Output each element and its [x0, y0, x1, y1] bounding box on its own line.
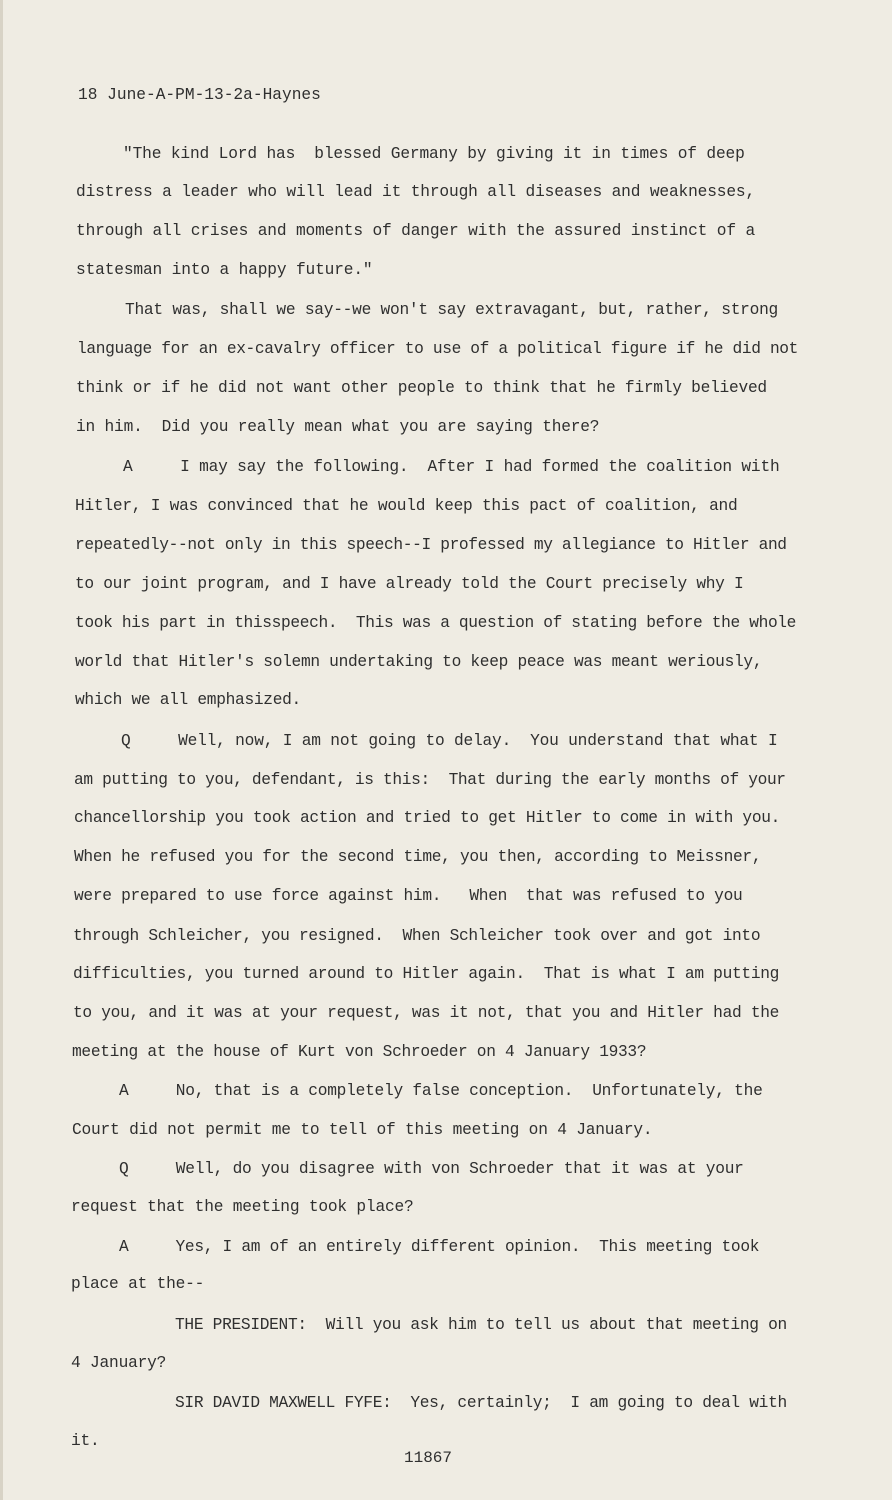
question-line: Q Well, now, I am not going to delay. You understand that what I	[121, 732, 778, 750]
speaker-line: SIR DAVID MAXWELL FYFE: Yes, certainly; I am going to deal with	[175, 1394, 787, 1412]
page-number: 11867	[404, 1449, 453, 1467]
text-line: repeatedly--not only in this speech--I professed my allegiance to Hitler and	[75, 536, 787, 554]
text-line: place at the--	[71, 1275, 205, 1293]
text-line: in him. Did you really mean what you are saying there?	[76, 418, 600, 436]
page-header: 18 June-A-PM-13-2a-Haynes	[78, 86, 321, 104]
text-line: That was, shall we say--we won't say extravagant, but, rather, strong	[125, 301, 779, 319]
text-line: Hitler, I was convinced that he would keep this pact of coalition, and	[75, 497, 738, 515]
text-line: were prepared to use force against him. When that was refused to you	[74, 887, 743, 905]
answer-line: A Yes, I am of an entirely different opinion. This meeting took	[119, 1238, 760, 1256]
text-line: am putting to you, defendant, is this: That during the early months of your	[74, 771, 786, 789]
text-line: 4 January?	[71, 1354, 167, 1372]
text-line: to you, and it was at your request, was it not, that you and Hitler had the	[73, 1004, 780, 1022]
text-line: took his part in thisspeech. This was a question of stating before the whole	[75, 614, 797, 632]
question-line: Q Well, do you disagree with von Schroeder that it was at your	[119, 1160, 744, 1178]
text-line: world that Hitler's solemn undertaking to keep peace was meant weriously,	[75, 653, 763, 671]
text-line: meeting at the house of Kurt von Schroeder on 4 January 1933?	[72, 1043, 647, 1061]
answer-line: A No, that is a completely false conception. Unfortunately, the	[119, 1082, 763, 1100]
text-line: When he refused you for the second time, you then, according to Meissner,	[74, 848, 762, 866]
text-line: request that the meeting took place?	[71, 1198, 414, 1216]
text-line: chancellorship you took action and tried to get Hitler to come in with you.	[74, 809, 781, 827]
text-line: statesman into a happy future."	[76, 261, 373, 279]
text-line: Court did not permit me to tell of this meeting on 4 January.	[72, 1121, 653, 1139]
speaker-line: THE PRESIDENT: Will you ask him to tell us about that meeting on	[175, 1316, 787, 1334]
text-line: to our joint program, and I have already told the Court precisely why I	[75, 575, 744, 593]
text-line: it.	[71, 1432, 100, 1450]
text-line: through all crises and moments of danger with the assured instinct of a	[76, 222, 756, 240]
text-line: through Schleicher, you resigned. When Schleicher took over and got into	[73, 927, 761, 945]
text-line: difficulties, you turned around to Hitler again. That is what I am putting	[73, 965, 780, 983]
text-line: which we all emphasized.	[75, 691, 301, 709]
text-line: "The kind Lord has blessed Germany by giving it in times of deep	[123, 145, 745, 163]
text-line: language for an ex-cavalry officer to use of a political figure if he did not	[77, 340, 799, 358]
text-line: think or if he did not want other people to think that he firmly believed	[76, 379, 767, 397]
answer-line: A I may say the following. After I had formed the coalition with	[123, 458, 780, 476]
text-line: distress a leader who will lead it through all diseases and weaknesses,	[76, 183, 756, 201]
